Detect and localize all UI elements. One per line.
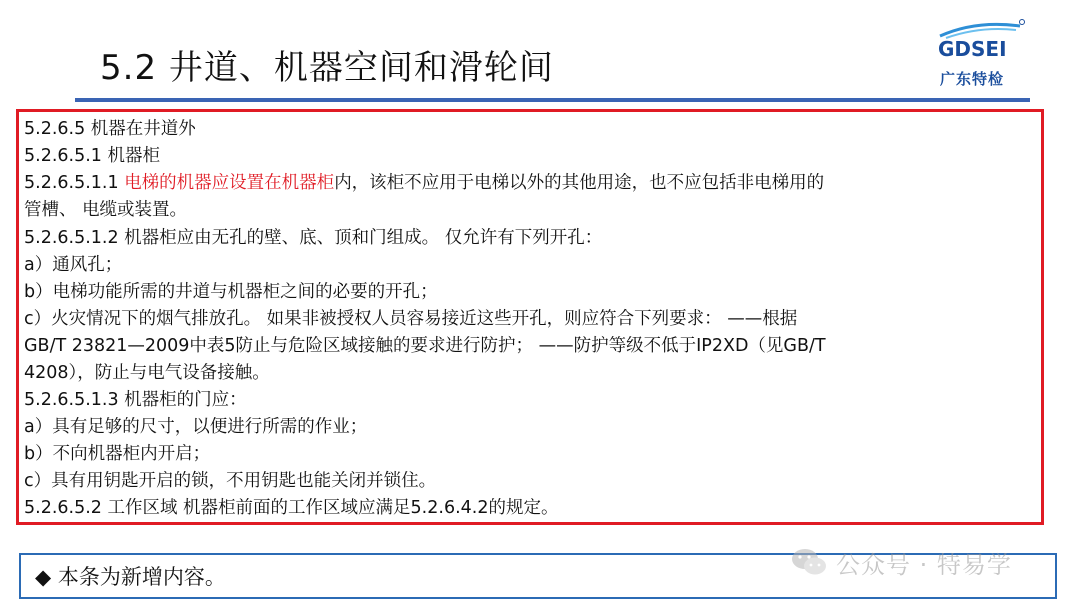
clause-5-2-6-5-1-1-cont: 管槽、 电缆或装置。 — [24, 200, 188, 220]
clause-5-2-6-5-1-3: 5.2.6.5.1.3 机器柜的门应： — [24, 390, 247, 410]
door-item-c: c）具有用钥匙开启的锁，不用钥匙也能关闭并锁住。 — [24, 471, 437, 491]
slide-title: 5.2 井道、机器空间和滑轮间 — [100, 48, 554, 88]
title-underline — [75, 98, 1030, 102]
note-text: ◆ 本条为新增内容。 — [35, 565, 226, 589]
clause-number: 5.2.6.5.1.1 — [24, 173, 125, 193]
list-item-a: a）通风孔； — [24, 255, 123, 275]
list-item-c: c）火灾情况下的烟气排放孔。 如果非被授权人员容易接近这些开孔，则应符合下列要求： ——根据 — [24, 309, 798, 329]
svg-text:GDSEI: GDSEI — [938, 37, 1007, 60]
logo-chinese-name: 广东特检 — [940, 70, 1005, 88]
highlighted-requirement: 电梯的机器应设置在机器柜 — [124, 173, 335, 193]
list-item-c-cont-1: GB/T 23821—2009中表5防止与危险区域接触的要求进行防护； ——防护等级不低于IP2XD（见GB/T — [24, 336, 826, 356]
clause-rest: 内，该柜不应用于电梯以外的其他用途，也不应包括非电梯用的 — [334, 173, 825, 193]
wechat-icon — [790, 547, 828, 577]
gdsei-logo — [936, 16, 1026, 96]
clause-5-2-6-5-2: 5.2.6.5.2 工作区域 机器柜前面的工作区域应满足5.2.6.4.2的规定。 — [24, 498, 559, 518]
clause-5-2-6-5-1: 5.2.6.5.1 机器柜 — [24, 146, 160, 166]
door-item-a: a）具有足够的尺寸，以便进行所需的作业； — [24, 417, 368, 437]
list-item-b: b）电梯功能所需的井道与机器柜之间的必要的开孔； — [24, 282, 438, 302]
gdsei-logo-mark — [936, 16, 1026, 60]
door-item-b: b）不向机器柜内开启； — [24, 444, 211, 464]
list-item-c-cont-2: 4208），防止与电气设备接触。 — [24, 363, 270, 383]
clause-5-2-6-5-1-1 — [24, 171, 824, 195]
watermark-text: 公众号 · 特易学 — [836, 550, 1012, 579]
clause-5-2-6-5: 5.2.6.5 机器在井道外 — [24, 119, 196, 139]
watermark — [790, 542, 1012, 582]
clause-5-2-6-5-1-2: 5.2.6.5.1.2 机器柜应由无孔的壁、底、顶和门组成。 仅允许有下列开孔： — [24, 228, 603, 248]
